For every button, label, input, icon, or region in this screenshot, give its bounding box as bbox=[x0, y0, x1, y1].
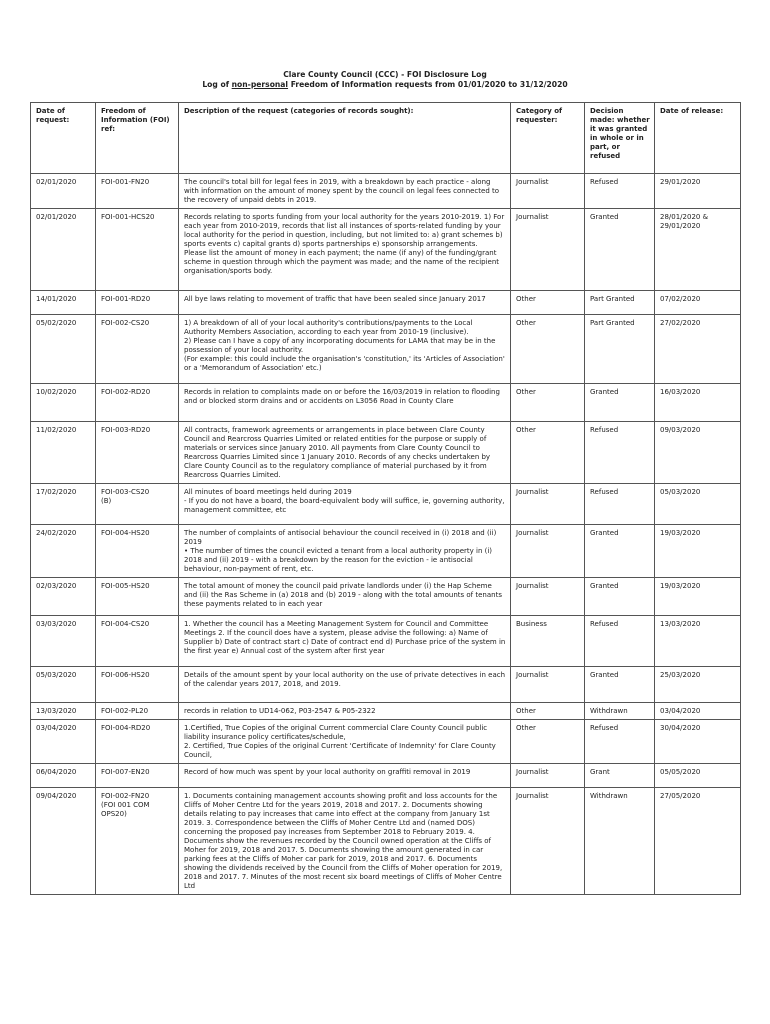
cell-description: Records relating to sports funding from your local authority for the years 2010-2019. 1) For each year from 2010-2019, records that list all instances of sports-related funding by your local authority for the period in question, including, but not limited to: a) grant schemes b) sports events c) capital grants d) sports partnerships e) sponsorship arrangements. Please list the amount of money in each payment; the name (if any) of the funding/grant scheme in question through which the payment was made; and the name of the recipient organisation/sports body. bbox=[179, 209, 511, 291]
cell-date: 17/02/2020 bbox=[31, 484, 96, 525]
cell-decision: Part Granted bbox=[585, 291, 655, 315]
cell-date: 09/04/2020 bbox=[31, 788, 96, 895]
cell-date: 06/04/2020 bbox=[31, 764, 96, 788]
cell-release: 19/03/2020 bbox=[655, 578, 741, 616]
table-row bbox=[31, 422, 741, 484]
cell-release: 30/04/2020 bbox=[655, 720, 741, 764]
table-row bbox=[31, 484, 741, 525]
cell-category: Journalist bbox=[511, 764, 585, 788]
table-row bbox=[31, 616, 741, 667]
cell-ref: FOI-004-HS20 bbox=[96, 525, 179, 578]
table-row bbox=[31, 315, 741, 384]
cell-decision: Granted bbox=[585, 384, 655, 422]
cell-release: 28/01/2020 & 29/01/2020 bbox=[655, 209, 741, 291]
cell-decision: Granted bbox=[585, 578, 655, 616]
cell-ref: FOI-002-FN20 (FOI 001 COM OPS20) bbox=[96, 788, 179, 895]
header-description: Description of the request (categories of records sought): bbox=[179, 103, 511, 174]
cell-decision: Withdrawn bbox=[585, 703, 655, 720]
subtitle-suffix: Freedom of Information requests from 01/01/2020 to 31/12/2020 bbox=[288, 80, 568, 89]
table-row bbox=[31, 764, 741, 788]
cell-ref: FOI-001-FN20 bbox=[96, 174, 179, 209]
cell-decision: Refused bbox=[585, 720, 655, 764]
cell-ref: FOI-002-RD20 bbox=[96, 384, 179, 422]
cell-release: 05/03/2020 bbox=[655, 484, 741, 525]
cell-decision: Grant bbox=[585, 764, 655, 788]
cell-date: 02/01/2020 bbox=[31, 209, 96, 291]
cell-date: 02/03/2020 bbox=[31, 578, 96, 616]
cell-category: Other bbox=[511, 384, 585, 422]
cell-category: Other bbox=[511, 315, 585, 384]
cell-description: Details of the amount spent by your local authority on the use of private detectives in each of the calendar years 2017, 2018, and 2019. bbox=[179, 667, 511, 703]
cell-decision: Refused bbox=[585, 616, 655, 667]
cell-release: 05/05/2020 bbox=[655, 764, 741, 788]
table-row bbox=[31, 720, 741, 764]
cell-ref: FOI-007-EN20 bbox=[96, 764, 179, 788]
cell-date: 05/02/2020 bbox=[31, 315, 96, 384]
cell-category: Other bbox=[511, 291, 585, 315]
cell-release: 07/02/2020 bbox=[655, 291, 741, 315]
cell-description: 1. Whether the council has a Meeting Management System for Council and Committee Meetings 2. If the council does have a system, please advise the following: a) Name of Supplier b) Date of contract start c) Date of contract end d) Purchase price of the system in the first year e) Annual cost of the system after first year bbox=[179, 616, 511, 667]
cell-date: 05/03/2020 bbox=[31, 667, 96, 703]
cell-decision: Withdrawn bbox=[585, 788, 655, 895]
cell-description: Records in relation to complaints made on or before the 16/03/2019 in relation to flooding and or blocked storm drains and or accidents on L3056 Road in County Clare bbox=[179, 384, 511, 422]
cell-date: 24/02/2020 bbox=[31, 525, 96, 578]
cell-description: The number of complaints of antisocial behaviour the council received in (i) 2018 and (ii) 2019 • The number of times the council evicted a tenant from a local authority property in (i) 2018 and (ii) 2019 - with a breakdown by the reason for the eviction - ie antisocial behaviour, non-payment of rent, etc. bbox=[179, 525, 511, 578]
cell-category: Journalist bbox=[511, 788, 585, 895]
table-row bbox=[31, 578, 741, 616]
cell-release: 09/03/2020 bbox=[655, 422, 741, 484]
foi-disclosure-table bbox=[30, 102, 741, 895]
cell-ref: FOI-002-CS20 bbox=[96, 315, 179, 384]
cell-description: The council's total bill for legal fees in 2019, with a breakdown by each practice - along with information on the amount of money spent by the council on legal fees connected to the recovery of unpaid debts in 2019. bbox=[179, 174, 511, 209]
cell-ref: FOI-004-RD20 bbox=[96, 720, 179, 764]
header-date: Date of request: bbox=[31, 103, 96, 174]
cell-ref: FOI-003-RD20 bbox=[96, 422, 179, 484]
cell-decision: Refused bbox=[585, 484, 655, 525]
cell-release: 27/05/2020 bbox=[655, 788, 741, 895]
cell-release: 29/01/2020 bbox=[655, 174, 741, 209]
cell-category: Journalist bbox=[511, 525, 585, 578]
subtitle-prefix: Log of bbox=[202, 80, 232, 89]
cell-ref: FOI-006-HS20 bbox=[96, 667, 179, 703]
table-row bbox=[31, 384, 741, 422]
cell-decision: Part Granted bbox=[585, 315, 655, 384]
header-release: Date of release: bbox=[655, 103, 741, 174]
header-decision: Decision made: whether it was granted in whole or in part, or refused bbox=[585, 103, 655, 174]
table-row bbox=[31, 209, 741, 291]
cell-date: 14/01/2020 bbox=[31, 291, 96, 315]
cell-category: Journalist bbox=[511, 209, 585, 291]
cell-release: 16/03/2020 bbox=[655, 384, 741, 422]
cell-ref: FOI-001-HCS20 bbox=[96, 209, 179, 291]
cell-category: Other bbox=[511, 720, 585, 764]
document-subtitle bbox=[0, 80, 770, 90]
cell-category: Other bbox=[511, 422, 585, 484]
cell-date: 03/04/2020 bbox=[31, 720, 96, 764]
cell-description: records in relation to UD14-062, P03-2547 & P05-2322 bbox=[179, 703, 511, 720]
cell-ref: FOI-002-PL20 bbox=[96, 703, 179, 720]
header-ref: Freedom of Information (FOI) ref: bbox=[96, 103, 179, 174]
table-header-row bbox=[31, 103, 741, 174]
cell-description: All bye laws relating to movement of traffic that have been sealed since January 2017 bbox=[179, 291, 511, 315]
cell-description: Record of how much was spent by your local authority on graffiti removal in 2019 bbox=[179, 764, 511, 788]
cell-date: 10/02/2020 bbox=[31, 384, 96, 422]
cell-date: 02/01/2020 bbox=[31, 174, 96, 209]
cell-decision: Refused bbox=[585, 174, 655, 209]
cell-category: Journalist bbox=[511, 484, 585, 525]
cell-release: 25/03/2020 bbox=[655, 667, 741, 703]
cell-ref: FOI-003-CS20 (B) bbox=[96, 484, 179, 525]
cell-date: 13/03/2020 bbox=[31, 703, 96, 720]
table-row bbox=[31, 703, 741, 720]
cell-release: 27/02/2020 bbox=[655, 315, 741, 384]
table-body bbox=[31, 174, 741, 895]
table-row bbox=[31, 291, 741, 315]
cell-decision: Granted bbox=[585, 667, 655, 703]
cell-decision: Refused bbox=[585, 422, 655, 484]
cell-ref: FOI-004-CS20 bbox=[96, 616, 179, 667]
cell-date: 11/02/2020 bbox=[31, 422, 96, 484]
cell-category: Business bbox=[511, 616, 585, 667]
table-row bbox=[31, 525, 741, 578]
cell-date: 03/03/2020 bbox=[31, 616, 96, 667]
cell-category: Journalist bbox=[511, 578, 585, 616]
cell-description: All minutes of board meetings held during 2019 - If you do not have a board, the board-equivalent body will suffice, ie, governing authority, management committee, etc bbox=[179, 484, 511, 525]
cell-release: 13/03/2020 bbox=[655, 616, 741, 667]
cell-category: Other bbox=[511, 703, 585, 720]
cell-release: 19/03/2020 bbox=[655, 525, 741, 578]
table-row bbox=[31, 788, 741, 895]
cell-decision: Granted bbox=[585, 525, 655, 578]
cell-description: All contracts, framework agreements or arrangements in place between Clare County Council and Rearcross Quarries Limited or related entities for the purpose or supply of materials or services since January 2010. All payments from Clare County Council to Rearcross Quarries Limited since 1 January 2010. Records of any checks undertaken by Clare County Council as to the regulatory compliance of material purchased by it from Rearcross Quarries Limited. bbox=[179, 422, 511, 484]
cell-ref: FOI-005-HS20 bbox=[96, 578, 179, 616]
cell-decision: Granted bbox=[585, 209, 655, 291]
cell-description: 1) A breakdown of all of your local authority's contributions/payments to the Local Authority Members Association, according to each year from 2010-19 (inclusive). 2) Please can I have a copy of any incorporating documents for LAMA that may be in the possession of your local authority. (For example: this could include the organisation's 'constitution,' its 'Articles of Association' or a 'Memorandum of Association' etc.) bbox=[179, 315, 511, 384]
subtitle-underlined: non-personal bbox=[231, 80, 289, 89]
cell-description: 1.Certified, True Copies of the original Current commercial Clare County Council public liability insurance policy certificates/schedule, 2. Certified, True Copies of the original Current 'Certificate of Indemnity' for Clare County Council, bbox=[179, 720, 511, 764]
table-row bbox=[31, 174, 741, 209]
cell-category: Journalist bbox=[511, 174, 585, 209]
cell-release: 03/04/2020 bbox=[655, 703, 741, 720]
cell-ref: FOI-001-RD20 bbox=[96, 291, 179, 315]
cell-description: 1. Documents containing management accounts showing profit and loss accounts for the Cliffs of Moher Centre Ltd for the years 2019, 2018 and 2017. 2. Documents showing details relating to pay increases that came into effect at the company from January 1st 2019. 3. Correspondence between the Cliffs of Moher Centre Ltd and (named DOS) concerning the proposed pay increases from September 2018 to February 2019. 4. Documents show the revenues recorded by the Council owned operation at the Cliffs of Moher for 2019, 2018 and 2017. 5. Documents showing the amount generated in car parking fees at the Cliffs of Moher car park for 2019, 2018 and 2017. 6. Documents showing the dividends received by the Council from the Cliffs of Moher operation for 2019, 2018 and 2017. 7. Minutes of the most recent six board meetings of Cliffs of Moher Centre Ltd bbox=[179, 788, 511, 895]
document-title: Clare County Council (CCC) - FOI Disclosure Log bbox=[283, 70, 487, 79]
cell-category: Journalist bbox=[511, 667, 585, 703]
table-row bbox=[31, 667, 741, 703]
header-category: Category of requester: bbox=[511, 103, 585, 174]
cell-description: The total amount of money the council paid private landlords under (i) the Hap Scheme and (ii) the Ras Scheme in (a) 2018 and (b) 2019 - along with the total amounts of tenants these payments related to in each year bbox=[179, 578, 511, 616]
document-heading bbox=[0, 70, 770, 90]
